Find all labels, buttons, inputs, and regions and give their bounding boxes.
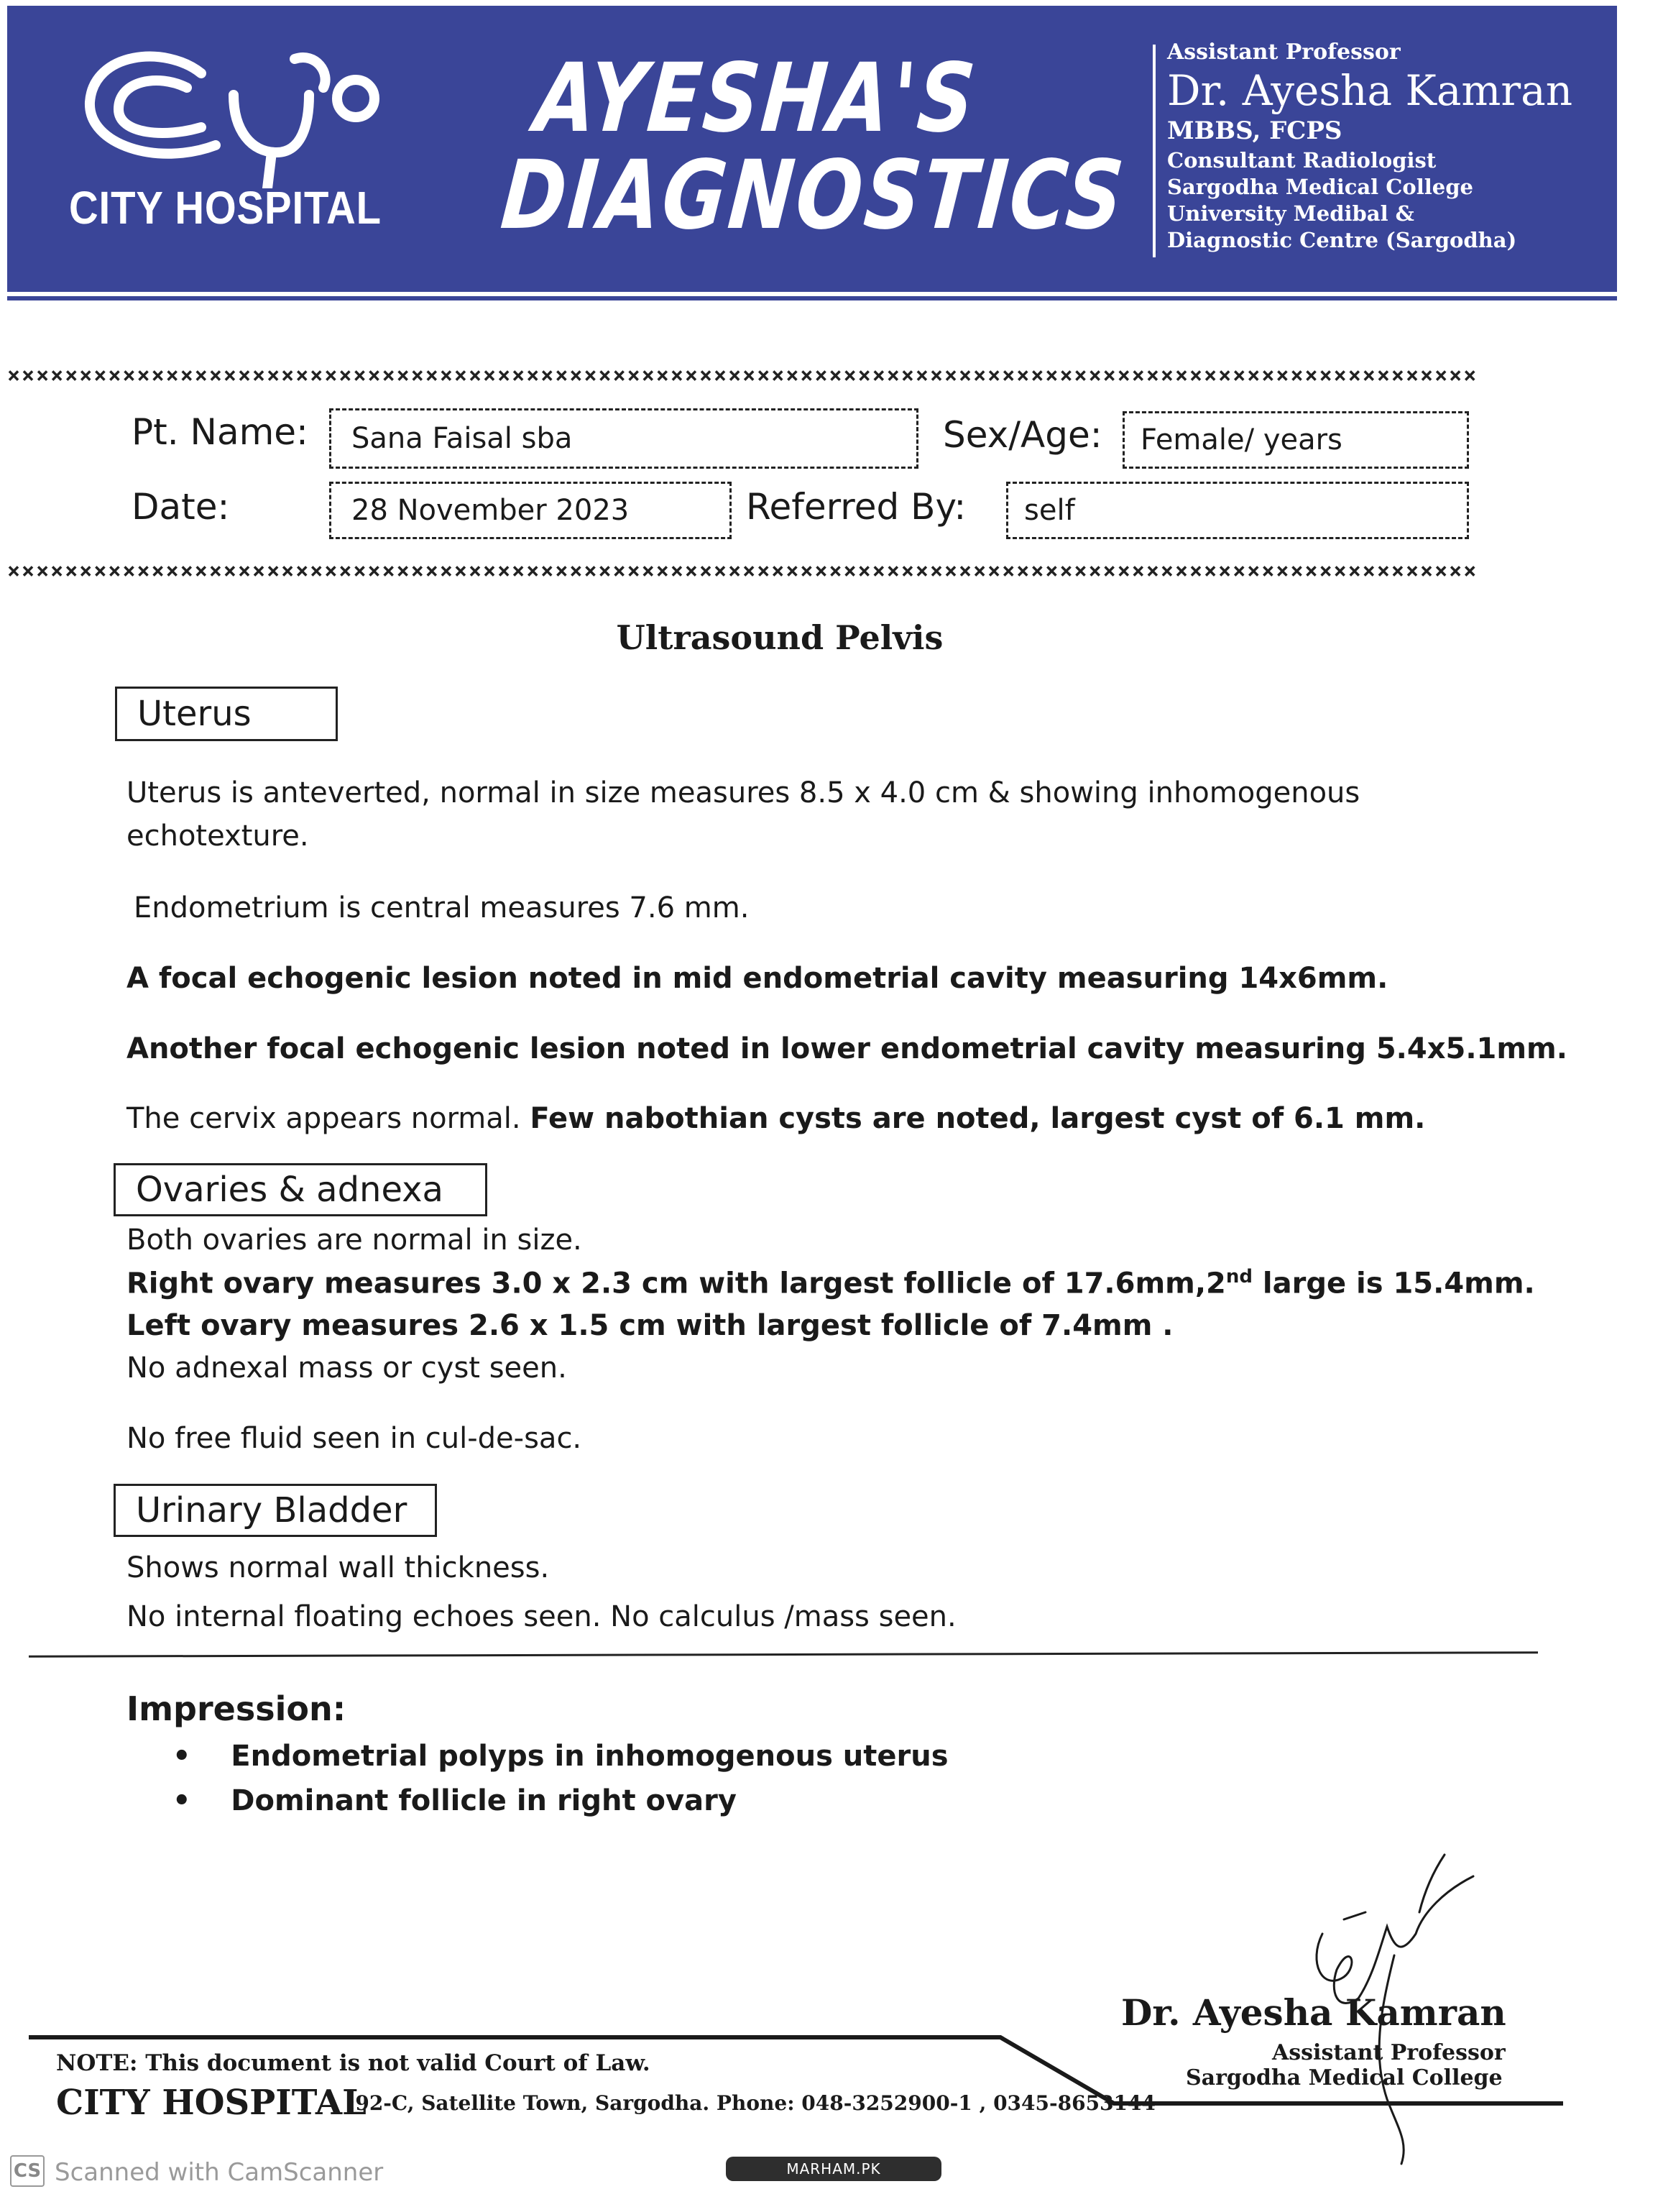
footer-note: NOTE: This document is not valid Court of Law.: [56, 2050, 650, 2076]
signatory-title: Assistant Professor: [1272, 2040, 1506, 2065]
separator-bottom: ××××××××××××××××××××××××××××××××××××××××××××××××××××××××××××××××××××××××××××××××××××××××××××××××××××××: [7, 559, 1478, 584]
endometrium-text: Endometrium is central measures 7.6 mm.: [134, 891, 750, 924]
footer-address: :92-C, Satellite Town, Sargodha. Phone: 048-3252900-1 , 0345-8653144: [348, 2091, 1156, 2115]
cervix-text: The cervix appears normal. Few nabothian cysts are noted, largest cyst of 6.1 mm.: [126, 1102, 1426, 1135]
ovaries-normal-text: Both ovaries are normal in size.: [126, 1224, 582, 1257]
header-divider: [1153, 45, 1156, 257]
doctor-detail-line: Sargodha Medical College: [1167, 175, 1473, 199]
report-title: Ultrasound Pelvis: [616, 618, 944, 657]
brand-title-line1: AYESHA'S: [530, 43, 982, 154]
sex-age-field: [1123, 411, 1469, 469]
lesion-2-text: Another focal echogenic lesion noted in lower endometrial cavity measuring 5.4x5.1mm.: [126, 1032, 1567, 1065]
sex-age-value: Female/ years: [1141, 423, 1342, 456]
urinary-bladder-heading: Urinary Bladder: [114, 1484, 437, 1537]
bladder-wall-text: Shows normal wall thickness.: [126, 1551, 550, 1584]
uterus-heading: Uterus: [115, 687, 338, 741]
doctor-degrees: MBBS, FCPS: [1167, 116, 1342, 145]
scanner-watermark: Scanned with CamScanner: [55, 2158, 384, 2187]
doctor-name: Dr. Ayesha Kamran: [1167, 66, 1573, 115]
doctor-title: Assistant Professor: [1167, 40, 1401, 65]
header-rule: [7, 296, 1617, 300]
patient-name-value: Sana Faisal sba: [351, 422, 573, 455]
logo-text: CITY HOSPITAL: [69, 182, 382, 234]
signatory-college: Sargodha Medical College: [1186, 2065, 1503, 2091]
uterus-description: Uterus is anteverted, normal in size measures 8.5 x 4.0 cm & showing inhomogenous: [126, 776, 1360, 809]
section-divider: [29, 1651, 1538, 1657]
scanner-badge: CS: [10, 2155, 45, 2187]
footer-hospital: CITY HOSPITAL: [56, 2083, 367, 2123]
date-value: 28 November 2023: [351, 494, 630, 527]
patient-name-field: [329, 408, 918, 469]
referred-by-value: self: [1024, 494, 1075, 527]
impression-heading: Impression:: [126, 1689, 346, 1728]
date-field: [329, 482, 732, 539]
date-label: Date:: [132, 486, 230, 528]
doctor-detail-line: University Medibal &: [1167, 201, 1414, 226]
referred-by-field: [1006, 482, 1469, 539]
ovaries-heading: Ovaries & adnexa: [114, 1163, 487, 1216]
doctor-detail-line: Diagnostic Centre (Sargodha): [1167, 228, 1517, 252]
brand-title-line2: DIAGNOSTICS: [497, 140, 1130, 251]
patient-name-label: Pt. Name:: [132, 411, 308, 453]
sex-age-label: Sex/Age:: [943, 414, 1102, 456]
left-ovary-text: Left ovary measures 2.6 x 1.5 cm with largest follicle of 7.4mm .: [126, 1309, 1174, 1342]
city-hospital-logo-icon: [79, 45, 402, 188]
doctor-detail-line: Consultant Radiologist: [1167, 148, 1437, 173]
referred-by-label: Referred By:: [746, 486, 967, 528]
marham-watermark: MARHAM.PK: [726, 2157, 941, 2181]
uterus-description-cont: echotexture.: [126, 820, 309, 853]
lesion-1-text: A focal echogenic lesion noted in mid endometrial cavity measuring 14x6mm.: [126, 962, 1388, 995]
right-ovary-text: Right ovary measures 3.0 x 2.3 cm with largest follicle of 17.6mm,2nd large is 15.4mm.: [126, 1266, 1535, 1300]
separator-top: ××××××××××××××××××××××××××××××××××××××××××××××××××××××××××××××××××××××××××××××××××××××××××××××××××××××: [7, 363, 1478, 388]
adnexal-text: No adnexal mass or cyst seen.: [126, 1351, 567, 1385]
signatory-name: Dr. Ayesha Kamran: [1121, 1991, 1506, 2034]
impression-item: • Dominant follicle in right ovary: [172, 1784, 737, 1817]
impression-item: • Endometrial polyps in inhomogenous uterus: [172, 1740, 949, 1773]
bladder-echoes-text: No internal floating echoes seen. No calculus /mass seen.: [126, 1600, 957, 1633]
free-fluid-text: No free fluid seen in cul-de-sac.: [126, 1422, 582, 1455]
